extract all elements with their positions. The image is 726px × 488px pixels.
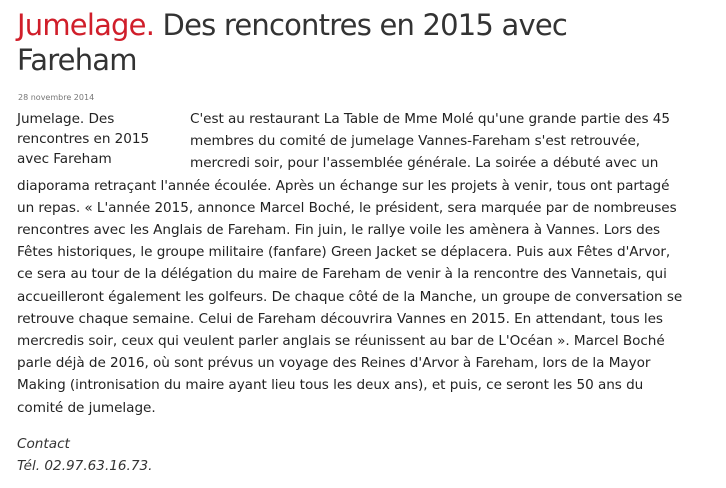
article [17, 8, 687, 477]
headline-title: Des rencontres en 2015 avec Fareham [17, 8, 568, 77]
headline-kicker: Jumelage. [17, 8, 155, 42]
article-headline [17, 8, 687, 78]
article-body [17, 108, 687, 419]
article-summary: Jumelage. Des rencontres en 2015 avec Fareham [17, 111, 150, 167]
article-text: C'est au restaurant La Table de Mme Molé qu'une grande partie des 45 membres du comité de jumelage Vannes-Fareham s'est retrouvée, mercredi soir, pour l'assemblée générale. La soirée a débuté avec un diaporama retraçant l'année écoulée. Après un échange sur les projets à venir, tous ont partagé un repas. « L'année 2015, annonce Marcel Boché, le président, sera marquée par de nombreuses rencontres avec les Anglais de Fareham. Fin juin, le rallye voile les amènera à Vannes. Lors des Fêtes historiques, le groupe militaire (fanfare) Green Jacket se déplacera. Puis aux Fêtes d'Arvor, ce sera au tour de la délégation du maire de Fareham de venir à la rencontre des Vannetais, qui accueilleront également les golfeurs. De chaque côté de la Manche, un groupe de conversation se retrouve chaque semaine. Celui de Fareham découvrira Vannes en 2015. En attendant, tous les mercredis soir, ceux qui veulent parler anglais se réunissent au bar de L'Océan ». Marcel Boché parle déjà de 2016, où sont prévus un voyage des Reines d'Arvor à Fareham, lors de la Mayor Making (intronisation du maire ayant lieu tous les deux ans), et puis, ce seront les 50 ans du comité de jumelage. [17, 111, 683, 416]
publication-date: 28 novembre 2014 [18, 93, 95, 102]
contact-phone: Tél. 02.97.63.16.73. [17, 457, 153, 474]
contact-label: Contact [17, 435, 70, 452]
contact-block [17, 433, 687, 477]
